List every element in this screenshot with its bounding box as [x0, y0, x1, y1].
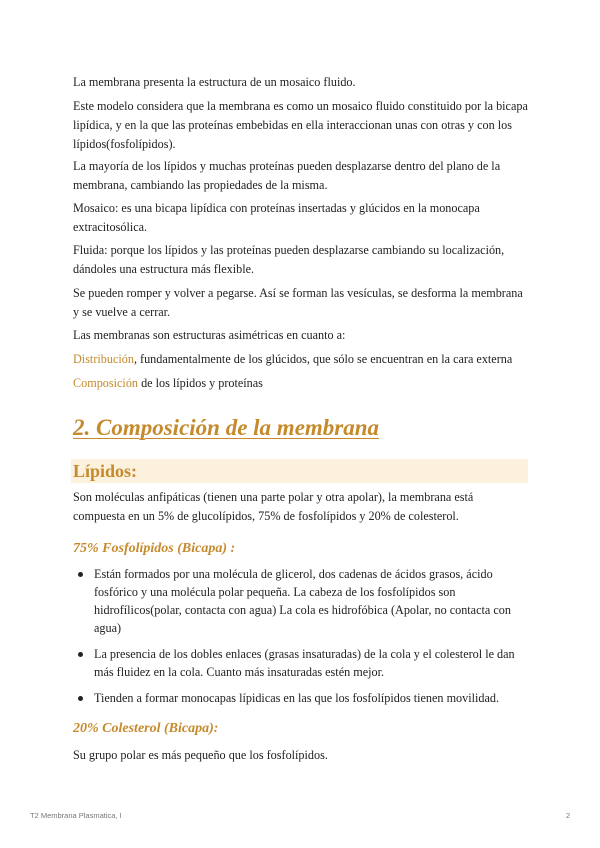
list-item-text: Están formados por una molécula de glicerol, dos cadenas de ácidos grasos, ácido fosfórico y una molécula polar pequeña. La cabeza de los fosfolípidos son hidrofílicos(polar, contacta con agua) La cola es hidrofóbica (Apolar, no contacta con agua): [94, 567, 511, 635]
composicion-term: Composición: [73, 376, 139, 390]
paragraph-mosaico-definicion: Mosaico: es una bicapa lipídica con proteínas insertadas y glúcidos en la monocapa extracitosólica.: [73, 201, 480, 234]
fosfolipidos-list: [73, 565, 528, 715]
heading-fosfolipidos: 75% Fosfolípidos (Bicapa) :: [73, 541, 236, 556]
section-heading: 2. Composición de la membrana: [73, 415, 380, 440]
footer-page-number: 2: [566, 811, 571, 820]
paragraph-vesiculas: Se pueden romper y volver a pegarse. Así se forman las vesículas, se desforma la membrana y se vuelve a cerrar.: [73, 286, 523, 319]
list-item: [73, 645, 528, 681]
subheading-lipidos: Lípidos:: [73, 461, 138, 481]
paragraph-lipidos-desplazamiento: La mayoría de los lípidos y muchas proteínas pueden desplazarse dentro del plano de la membrana, cambiando las propiedades de la misma.: [73, 159, 501, 192]
paragraph-colesterol: Su grupo polar es más pequeño que los fosfolípidos.: [73, 748, 328, 762]
list-item: [73, 565, 528, 637]
bullet-icon: [78, 696, 83, 701]
footer-document-title: T2 Membrana Plasmatica, I: [30, 811, 122, 820]
heading-colesterol: 20% Colesterol (Bicapa):: [73, 721, 219, 736]
list-item-text: La presencia de los dobles enlaces (grasas insaturadas) de la cola y el colesterol le dan más fluidez en la cola. Cuanto más insaturadas estén mejor.: [94, 647, 515, 679]
distribucion-term: Distribución: [73, 352, 134, 366]
paragraph-asimetricas: Las membranas son estructuras asimétricas en cuanto a:: [73, 328, 346, 342]
paragraph-mosaico-intro: La membrana presenta la estructura de un mosaico fluido.: [73, 75, 356, 89]
paragraph-lipidos: Son moléculas anfipáticas (tienen una parte polar y otra apolar), la membrana está compuesta en un 5% de glucolípidos, 75% de fosfolípidos y 20% de colesterol.: [73, 490, 474, 523]
paragraph-distribucion: [73, 350, 528, 369]
list-item-text: Tienden a formar monocapas lípidicas en las que los fosfolípidos tienen movilidad.: [94, 691, 500, 705]
bullet-icon: [78, 572, 83, 577]
list-item: [73, 689, 528, 707]
paragraph-fluida-definicion: Fluida: porque los lípidos y las proteínas pueden desplazarse cambiando su localización, dándoles una estructura más flexible.: [73, 243, 505, 276]
paragraph-composicion: [73, 374, 528, 393]
composicion-text: de los lípidos y proteínas: [138, 376, 263, 390]
distribucion-text: , fundamentalmente de los glúcidos, que sólo se encuentran en la cara externa: [133, 352, 513, 366]
bullet-icon: [78, 652, 83, 657]
paragraph-modelo: Este modelo considera que la membrana es como un mosaico fluido constituido por la bicapa lipídica, y en la que las proteínas embebidas en ella interaccionan unas con otras y con los lípidos(fosfolípidos).: [73, 99, 528, 151]
subheading-background: [71, 459, 528, 483]
